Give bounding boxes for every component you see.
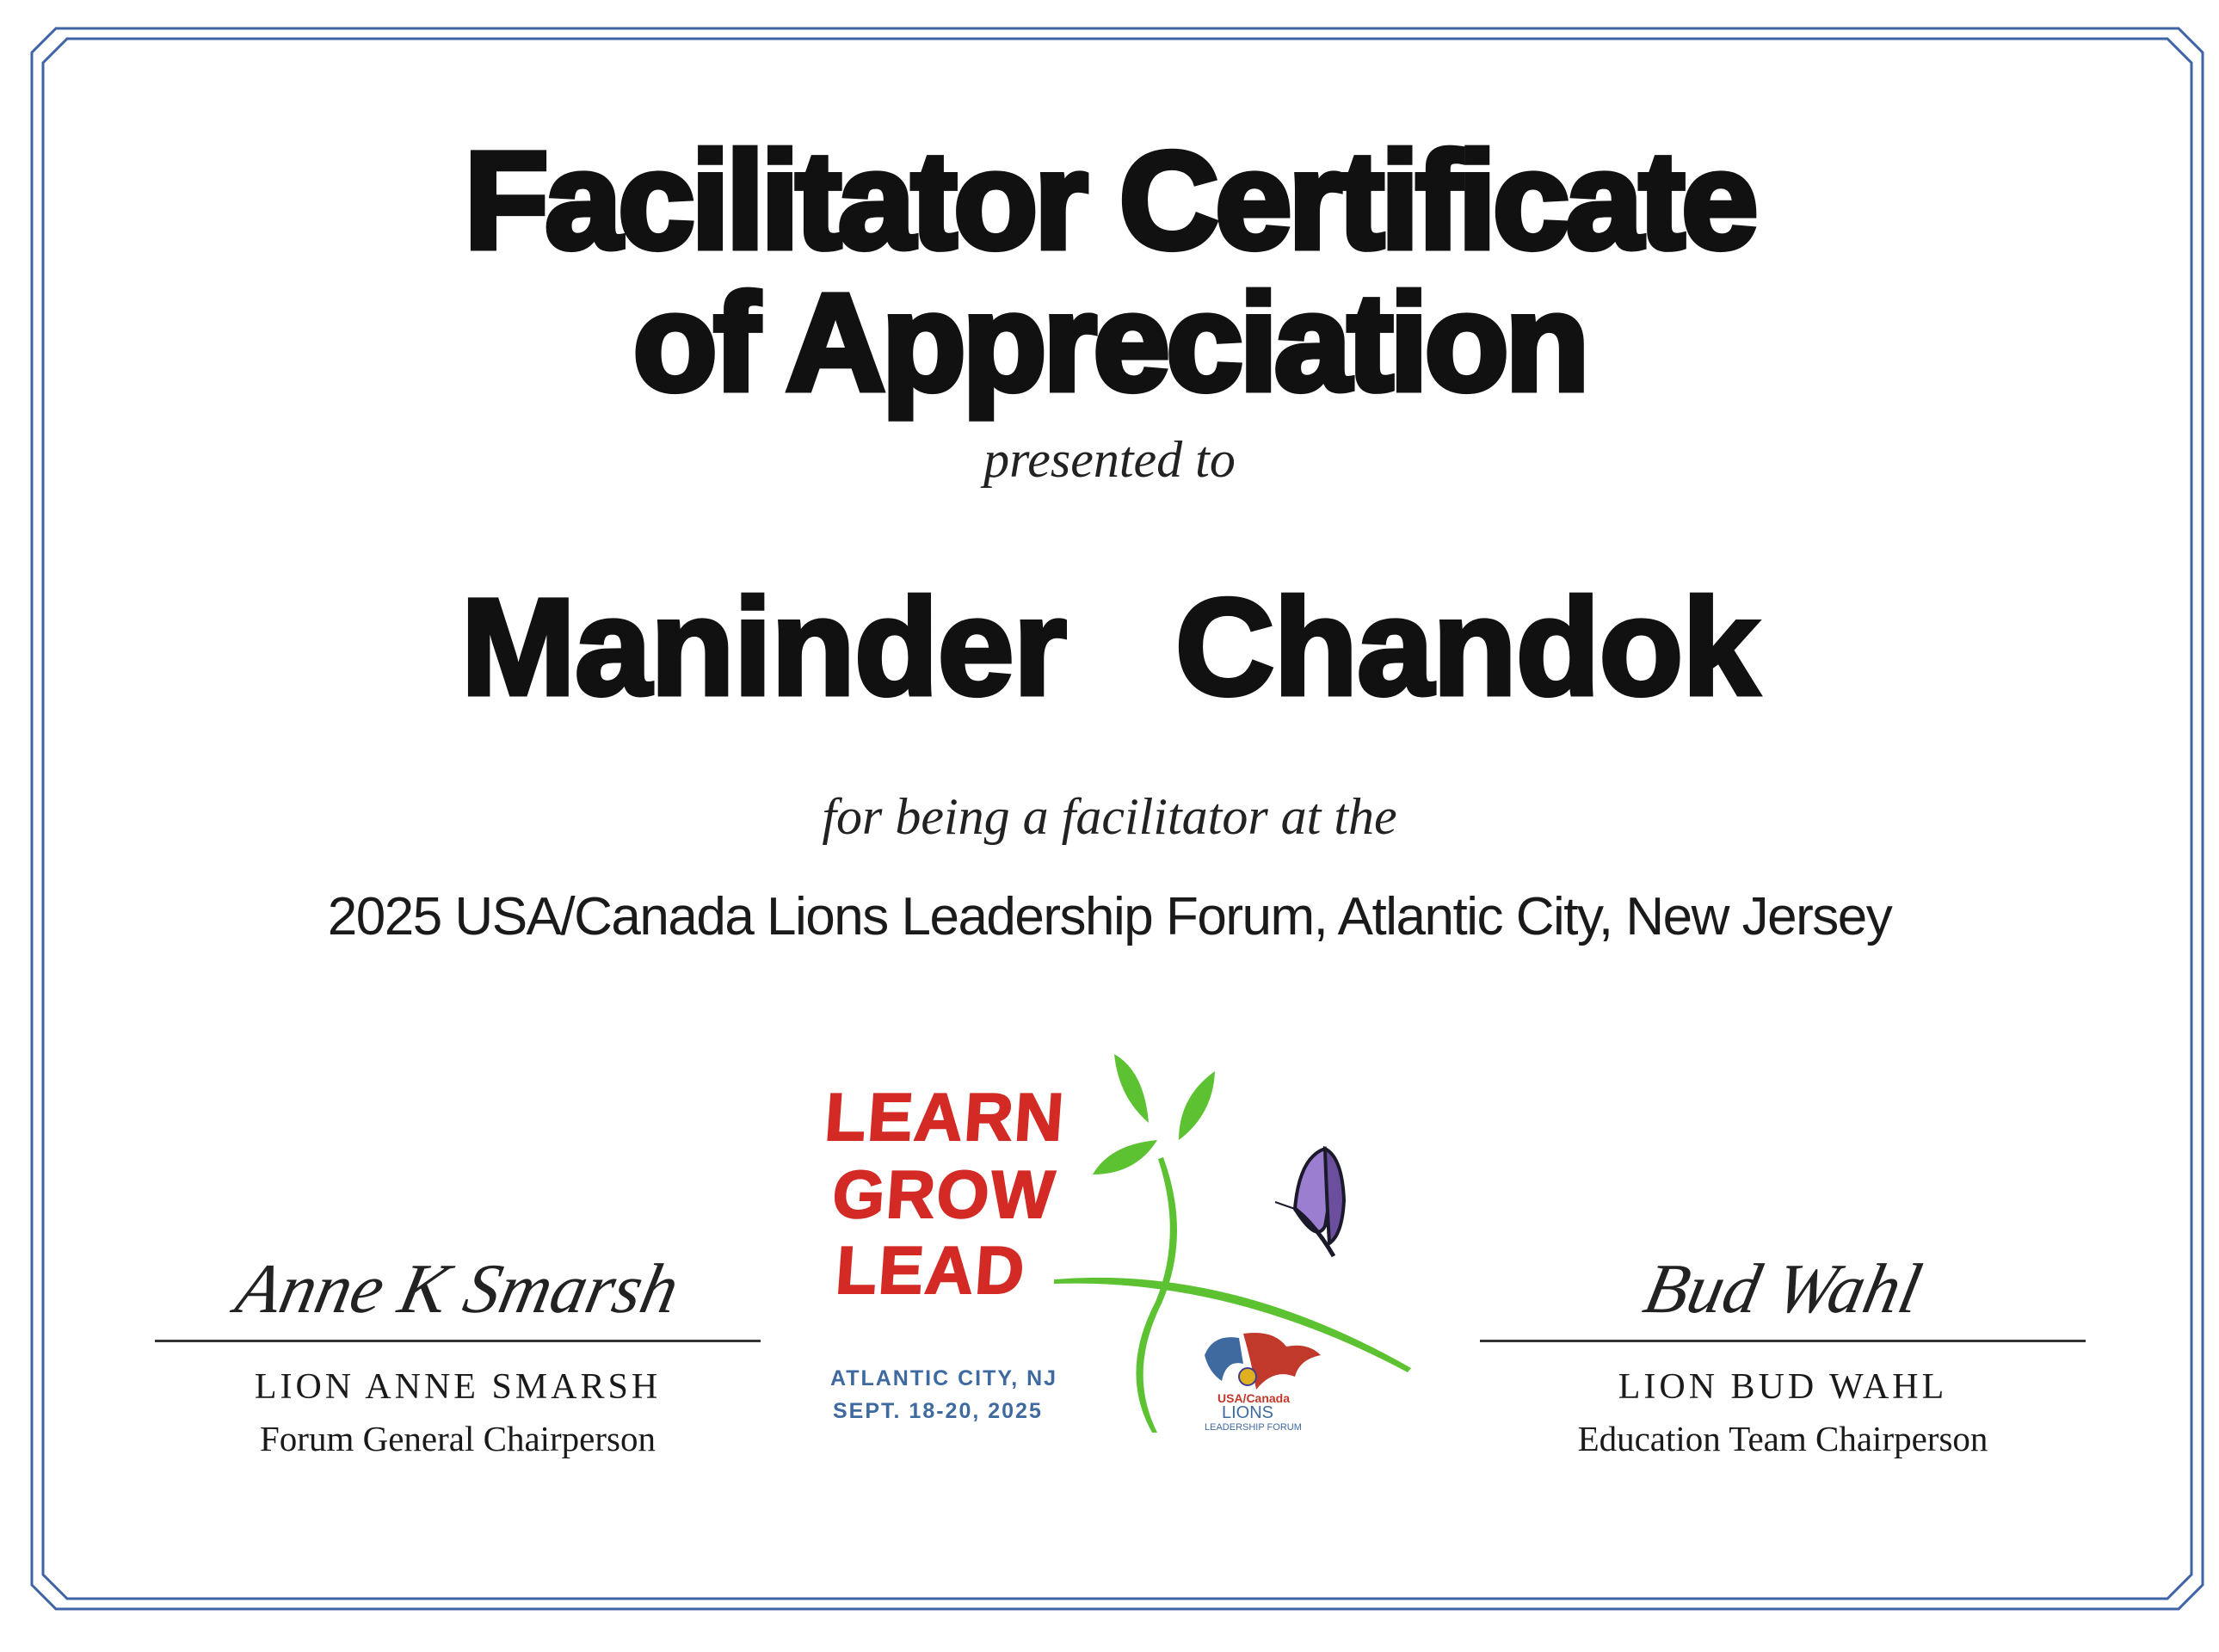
lions-leadership-forum-logo [1205, 1333, 1321, 1433]
lions-sub-text: LEADERSHIP FORUM [1205, 1422, 1302, 1433]
signature-bud-wahl: Bud Wahl [1637, 1249, 1928, 1328]
signature-line [155, 1340, 761, 1342]
certificate-title-line2: of Appreciation [632, 265, 1587, 419]
presented-to-text: presented to [983, 431, 1236, 488]
lions-name-text: LIONS [1222, 1403, 1274, 1422]
signer-name: LION BUD WAHL [1618, 1367, 1948, 1407]
certificate-title-line1: Facilitator Certificate [464, 123, 1755, 277]
reason-text: for being a facilitator at the [822, 788, 1397, 845]
event-text: 2025 USA/Canada Lions Leadership Forum, Atlantic City, New Jersey [327, 887, 1892, 946]
logo-learn-text: LEARN [823, 1079, 1068, 1155]
signature-block-left [155, 1239, 761, 1459]
recipient-name: Maninder Chandok [460, 570, 1759, 724]
logo-grow-text: GROW [829, 1156, 1059, 1232]
forum-logo [817, 1045, 1420, 1433]
logo-lead-text: LEAD [833, 1232, 1029, 1308]
signature-block-right [1480, 1239, 2086, 1459]
logo-dates-text: SEPT. 18-20, 2025 [833, 1399, 1043, 1423]
signature-anne-smarsh: Anne K Smarsh [230, 1249, 686, 1328]
signer-name: LION ANNE SMARSH [254, 1367, 662, 1407]
signature-line [1480, 1340, 2086, 1342]
signer-title: Forum General Chairperson [260, 1419, 656, 1458]
lions-region-text: USA/Canada [1217, 1391, 1291, 1405]
signer-title: Education Team Chairperson [1577, 1419, 1988, 1458]
sprout-icon [1054, 1054, 1411, 1433]
butterfly-icon [1275, 1149, 1344, 1256]
logo-location-text: ATLANTIC CITY, NJ [830, 1366, 1058, 1390]
